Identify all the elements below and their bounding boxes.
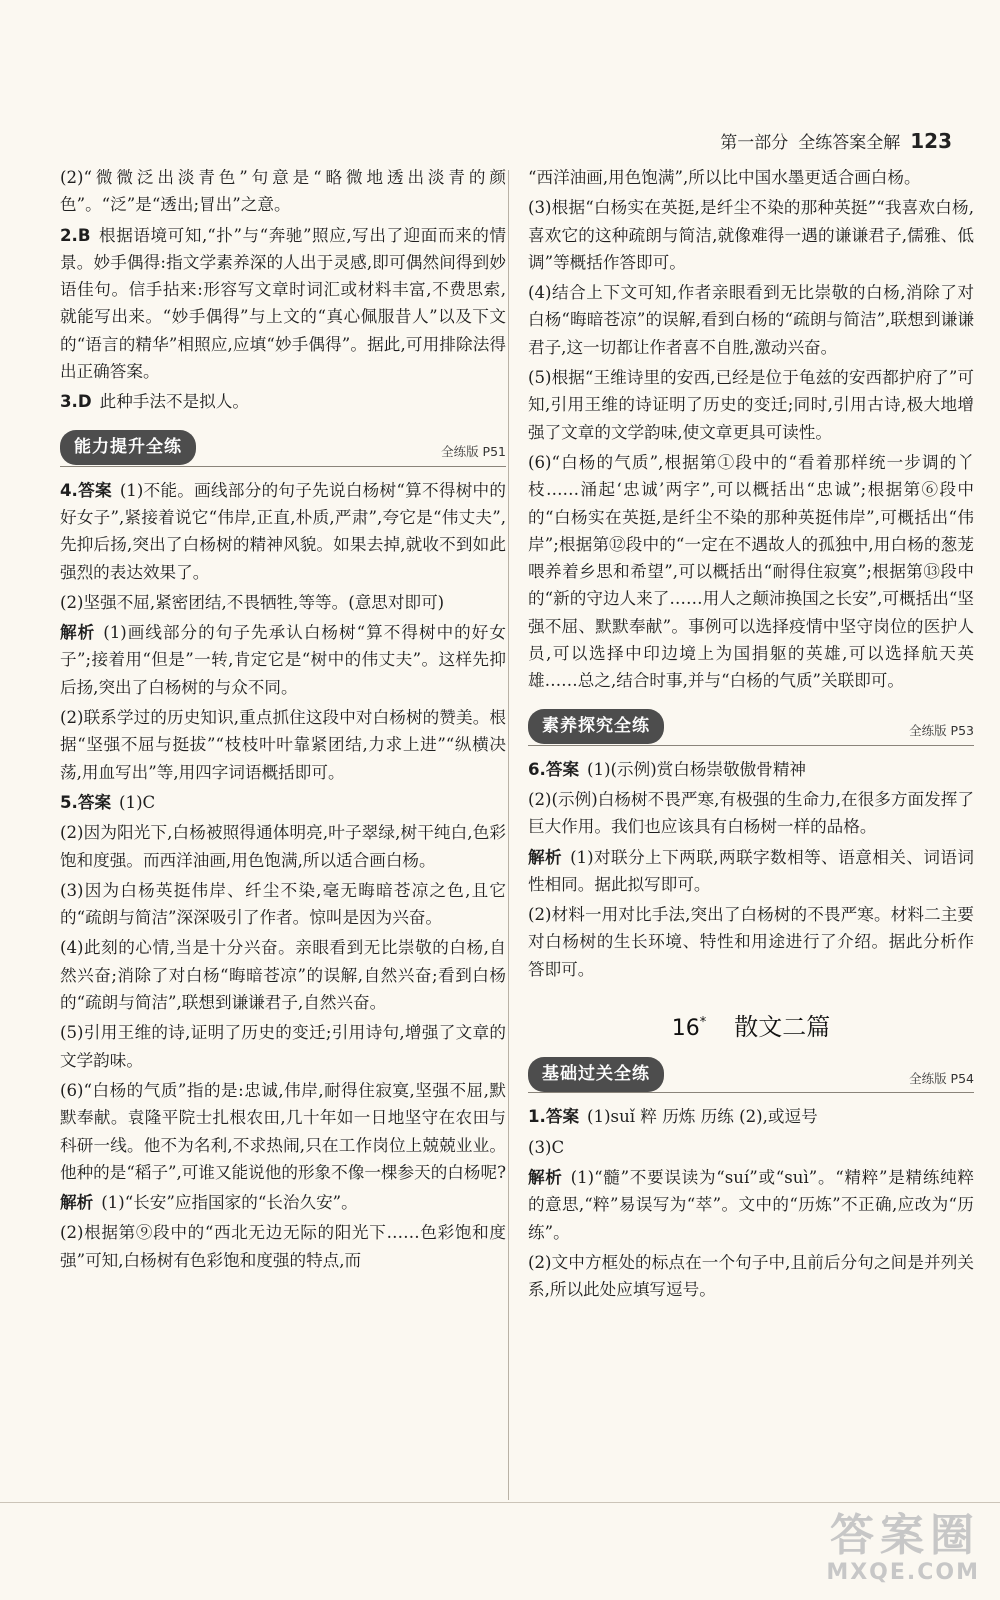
analysis-label: 解析 xyxy=(60,1193,94,1213)
bottom-rule xyxy=(0,1502,1000,1503)
lesson-name: 散文二篇 xyxy=(734,1013,831,1042)
question-number: 3.D xyxy=(60,392,92,412)
question-2 xyxy=(60,222,506,386)
paragraph: (4)结合上下文可知,作者亲眼看到无比崇敬的白杨,消除了对白杨“晦暗苍凉”的误解,看到白杨的“疏朗与简洁”,联想到谦谦君子,这一切都让作者喜不自胜,激动兴奋。 xyxy=(528,283,974,357)
question-5 xyxy=(60,789,506,816)
analysis xyxy=(60,1189,506,1216)
page-number: 123 xyxy=(910,129,952,153)
banner-reference: 全练版 P54 xyxy=(909,1070,974,1086)
banner-reference: 全练版 P51 xyxy=(441,444,506,460)
paragraph: (2)(示例)白杨树不畏严寒,有极强的生命力,在很多方面发挥了巨大作用。我们也应该具有白杨树一样的品格。 xyxy=(528,789,974,837)
analysis-text: (1)对联分上下两联,两联字数相等、语意相关、词语词性相同。据此拟写即可。 xyxy=(528,847,975,894)
paragraph: (2)因为阳光下,白杨被照得通体明亮,叶子翠绿,树干纯白,色彩饱和度强。而西洋油画,用色饱满,所以适合画白杨。 xyxy=(60,823,506,870)
lesson-mark: * xyxy=(699,1015,707,1031)
question-1 xyxy=(528,1103,974,1130)
right-column xyxy=(528,164,974,1306)
paragraph: (3)C xyxy=(528,1137,565,1157)
paragraph: (2)文中方框处的标点在一个句子中,且前后分句之间是并列关系,所以此处应填写逗号。 xyxy=(528,1252,974,1300)
answer-text: (1)不能。画线部分的句子先说白杨树“算不得树中的好女子”,紧接着说它“伟岸,正直,朴质,严肃”,夸它是“伟丈夫”,先抑后扬,突出了白杨树的精神风貌。如果去掉,就收不到如此强烈的表达效果了。 xyxy=(60,480,506,582)
lesson-number: 16 xyxy=(671,1016,700,1042)
watermark-url: MXQE.COM xyxy=(826,1560,980,1585)
analysis xyxy=(528,1164,974,1246)
analysis-text: (1)“髓”不要误读为“suí”或“suì”。“精粹”是精练纯粹的意思,“粹”易误写为“萃”。文中的“历炼”不正确,应改为“历练”。 xyxy=(528,1167,975,1242)
section-banner-ability xyxy=(60,430,506,467)
header-section: 全练答案全解 xyxy=(798,133,901,153)
answer-text: (1)suǐ 粹 历炼 历练 (2),或逗号 xyxy=(587,1107,818,1127)
section-banner-basic xyxy=(528,1056,974,1093)
paragraph: (4)此刻的心情,当是十分兴奋。亲眼看到无比崇敬的白杨,自然兴奋;消除了对白杨“晦暗苍凉”的误解,自然兴奋;看到白杨的“疏朗与简洁”,联想到谦谦君子,自然兴奋。 xyxy=(60,938,506,1013)
answer-text: 此种手法不是拟人。 xyxy=(99,392,249,412)
paragraph: (3)因为白杨英挺伟岸、纤尘不染,毫无晦暗苍凉之色,且它的“疏朗与简洁”深深吸引了作者。惊叫是因为兴奋。 xyxy=(60,880,506,928)
paragraph: (6)“白杨的气质”指的是:忠诚,伟岸,耐得住寂寞,坚强不屈,默默奉献。袁隆平院士扎根农田,几十年如一日地坚守在农田与科研一线。他不为名利,不求热闹,只在工作岗位上兢兢业业。他种的是“稻子”,可谁又能说他的形象不像一棵参天的白杨呢? xyxy=(60,1080,506,1182)
banner-title: 基础过关全练 xyxy=(528,1057,664,1092)
analysis-label: 解析 xyxy=(60,623,96,643)
column-divider xyxy=(508,170,509,1500)
question-number: 2.B xyxy=(60,225,91,245)
question-number: 5.答案 xyxy=(60,792,112,812)
paragraph: (5)根据“王维诗里的安西,已经是位于龟兹的安西都护府了”可知,引用王维的诗证明了历史的变迁;同时,引用古诗,极大地增强了文章的文学韵味,使文章更具可读性。 xyxy=(528,368,974,442)
analysis-label: 解析 xyxy=(528,1167,563,1187)
watermark-text: 答案圈 xyxy=(830,1510,980,1561)
paragraph: (3)根据“白杨实在英挺,是纤尘不染的那种英挺”“我喜欢白杨,喜欢它的这种疏朗与简洁,就像难得一遇的谦谦君子,儒雅、低调”等概括作答即可。 xyxy=(528,198,974,272)
question-number: 1.答案 xyxy=(528,1107,580,1127)
left-column xyxy=(60,164,506,1277)
answer-text: (1)(示例)赏白杨崇敬傲骨精神 xyxy=(587,759,807,779)
answer-text: (1)C xyxy=(119,792,156,812)
question-number: 6.答案 xyxy=(528,759,580,779)
watermark-logo xyxy=(826,1512,980,1585)
paragraph: (5)引用王维的诗,证明了历史的变迁;引用诗句,增强了文章的文学韵味。 xyxy=(60,1023,506,1070)
paragraph: (2)“微微泛出淡青色”句意是“略微地透出淡青的颜色”。“泛”是“透出;冒出”之意。 xyxy=(60,168,506,215)
lesson-title xyxy=(528,1009,974,1042)
question-6 xyxy=(528,756,974,783)
paragraph: (2)联系学过的历史知识,重点抓住这段中对白杨树的赞美。根据“坚强不屈与挺拔”“枝枝叶叶靠紧团结,力求上进”“纵横决荡,用血写出”等,用四字词语概括即可。 xyxy=(60,708,506,782)
analysis xyxy=(60,619,506,701)
section-banner-literacy xyxy=(528,709,974,746)
paragraph: “西洋油画,用色饱满”,所以比中国水墨更适合画白杨。 xyxy=(528,168,921,187)
paragraph: (2)材料一用对比手法,突出了白杨树的不畏严寒。材料二主要对白杨树的生长环境、特性和用途进行了介绍。据此分析作答即可。 xyxy=(528,905,974,979)
banner-title: 素养探究全练 xyxy=(528,709,664,744)
page-header xyxy=(720,128,952,153)
banner-reference: 全练版 P53 xyxy=(909,722,974,738)
paragraph: (6)“白杨的气质”,根据第①段中的“看着那样统一步调的丫枝……涌起‘忠诚’两字”,可以概括出“忠诚”;根据第⑥段中的“白杨实在英挺,是纤尘不染的那种英挺伟岸”,可概括出“伟岸”;根据第⑫段中的“一定在不遇故人的孤独中,用白杨的葱茏喂养着乡思和希望”,可以概括出“耐得住寂寞”;根据第⑬段中的“新的守边人来了……用人之颠沛换国之长安”,可概括出“坚强不屈、默默奉献”。事例可以选择疫情中坚守岗位的医护人员,可以选择中印边境上为国捐躯的英雄,可以选择航天英雄……总之,结合时事,并与“白杨的气质”关联即可。 xyxy=(528,452,974,691)
answer-text: 根据语境可知,“扑”与“奔驰”照应,写出了迎面而来的情景。妙手偶得:指文学素养深的人出于灵感,即可偶然间得到妙语佳句。信手拈来:形容写文章时词汇或材料丰富,不费思索,就能写出来。“妙手偶得”与上文的“真心佩服昔人”以及下文的“语言的精华”相照应,应填“妙手偶得”。据此,可用排除法得出正确答案。 xyxy=(60,225,506,382)
banner-title: 能力提升全练 xyxy=(60,430,196,465)
paragraph: (2)坚强不屈,紧密团结,不畏牺牲,等等。(意思对即可) xyxy=(60,592,445,612)
analysis xyxy=(528,844,974,899)
question-4 xyxy=(60,477,506,586)
paragraph: (2)根据第⑨段中的“西北无边无际的阳光下……色彩饱和度强”可知,白杨树有色彩饱和度强的特点,而 xyxy=(60,1223,506,1270)
analysis-label: 解析 xyxy=(528,847,563,867)
question-3 xyxy=(60,388,506,415)
question-number: 4.答案 xyxy=(60,480,112,500)
analysis-text: (1)“长安”应指国家的“长治久安”。 xyxy=(101,1193,358,1213)
header-part: 第一部分 xyxy=(720,133,789,153)
analysis-text: (1)画线部分的句子先承认白杨树“算不得树中的好女子”;接着用“但是”一转,肯定它是“树中的伟丈夫”。这样先抑后扬,突出了白杨树的与众不同。 xyxy=(60,623,506,697)
